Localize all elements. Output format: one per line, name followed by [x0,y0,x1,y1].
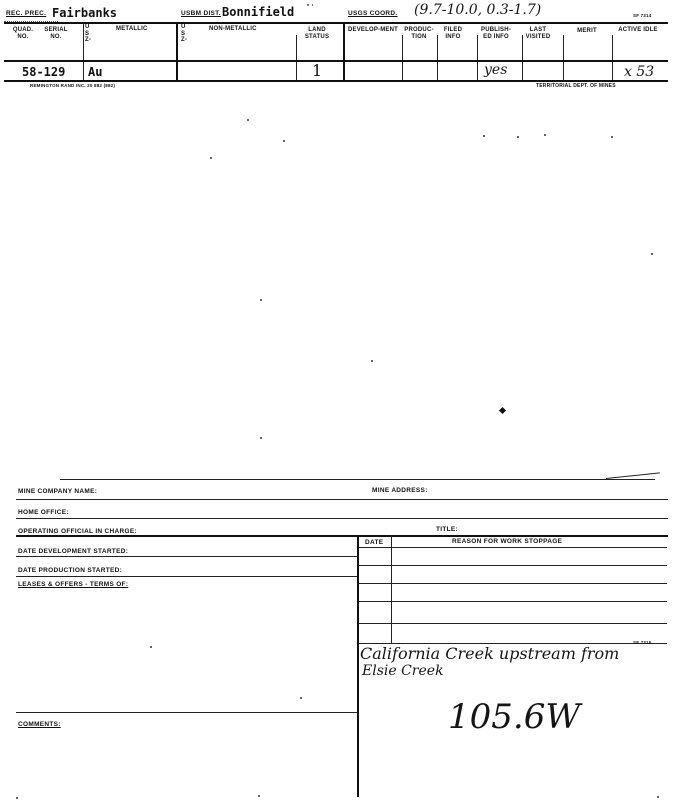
mine-address-label: MINE ADDRESS: [372,487,428,494]
merit-label: MERIT [577,28,597,34]
form-center-divider [357,535,359,797]
reason-label: REASON FOR WORK STOPPAGE [452,538,563,545]
speck [611,136,613,138]
rule [16,712,357,713]
last-visited-label: LAST VISITED [525,27,551,40]
stoppage-row-rule [357,583,667,584]
speck [483,135,485,137]
date-label: DATE [365,539,384,546]
speck [517,136,519,138]
date-development-label: DATE DEVELOPMENT STARTED: [18,548,129,555]
stoppage-row-rule [357,565,667,566]
speck [300,697,302,699]
u-s-z-nonmetallic: U S Z- [181,24,188,43]
stoppage-row-rule [357,623,667,624]
col-divider [612,35,613,80]
development-label: DEVELOP-MENT [347,27,399,33]
published-info-label: PUBLISH-ED INFO [481,27,511,40]
location-note-line2: Elsie Creek [362,663,444,679]
production-label: PRODUC-TION [404,27,434,40]
rule [16,576,357,577]
rule [16,535,668,537]
speck [651,253,653,255]
speck [371,360,373,362]
col-divider [402,35,403,80]
col-divider [176,22,178,80]
u-s-z-metallic: U S Z- [85,24,92,43]
usgs-coord-value: (9.7-10.0, 0.3-1.7) [414,2,542,18]
department-label: TERRITORIAL DEPT. OF MINES [536,83,616,89]
col-divider [296,35,297,80]
land-status-value: 1 [312,61,323,80]
active-idle-value: x 53 [624,64,655,80]
printer-line: REMINGTON RAND INC. 20 882 (882) [30,83,116,88]
header-rule-2 [4,60,668,62]
speck [544,134,546,136]
leases-label: LEASES & OFFERS - TERMS OF: [18,581,129,588]
bearing-note: 105.6W [448,697,581,737]
quad-serial-value: 58-129 [22,65,66,79]
col-divider [522,35,523,80]
stoppage-row-rule [357,601,667,602]
rule [16,518,668,519]
usbm-dist-label: USBM DIST. [181,10,221,17]
rec-prec-value: Fairbanks [52,6,118,20]
operating-official-label: OPERATING OFFICIAL IN CHARGE: [18,528,137,535]
speck [283,140,285,142]
serial-no-label: SERIAL NO. [44,27,68,40]
title-label: TITLE: [436,526,459,533]
stray-typed-mark: "' [306,3,315,11]
date-column-divider [391,535,392,643]
location-note-line1: California Creek upstream from [360,644,620,663]
header-rule-1 [4,22,668,24]
col-divider [477,35,478,80]
speck [210,157,212,159]
speck [150,646,152,648]
date-production-label: DATE PRODUCTION STARTED: [18,567,123,574]
form-number-top: SF 7314 [633,13,652,18]
quad-no-label: QUAD. NO. [12,27,34,40]
mine-company-name-label: MINE COMPANY NAME: [18,488,98,495]
land-status-label: LAND STATUS [304,27,330,40]
speck [258,795,260,797]
header-rule-3 [4,80,668,82]
form-number-bottom: SF 7315 [633,640,652,645]
metallic-value: Au [88,65,103,79]
metallic-label: METALLIC [116,26,148,32]
speck [247,119,249,121]
form-corner-stroke [606,472,661,489]
usgs-coord-label: USGS COORD. [348,10,398,17]
active-idle-label: ACTIVE IDLE [618,27,658,33]
rec-prec-label: REC. PREC. [6,10,47,17]
published-info-value: yes [484,62,508,78]
ink-blot [499,407,506,414]
speck [16,797,18,799]
speck [260,437,262,439]
col-divider [563,35,564,80]
rule [16,499,668,500]
home-office-label: HOME OFFICE: [18,509,69,516]
col-divider [83,22,84,80]
speck [657,796,659,798]
rule [16,556,357,557]
non-metallic-label: NON-METALLIC [209,26,257,32]
filed-info-label: FILED INFO [443,27,463,40]
usbm-dist-value: Bonnifield [222,5,295,19]
col-divider [437,35,438,80]
col-divider [343,22,345,80]
comments-label: COMMENTS: [18,721,61,728]
speck [260,299,262,301]
form-top-rule [60,479,655,480]
rule [357,547,667,548]
